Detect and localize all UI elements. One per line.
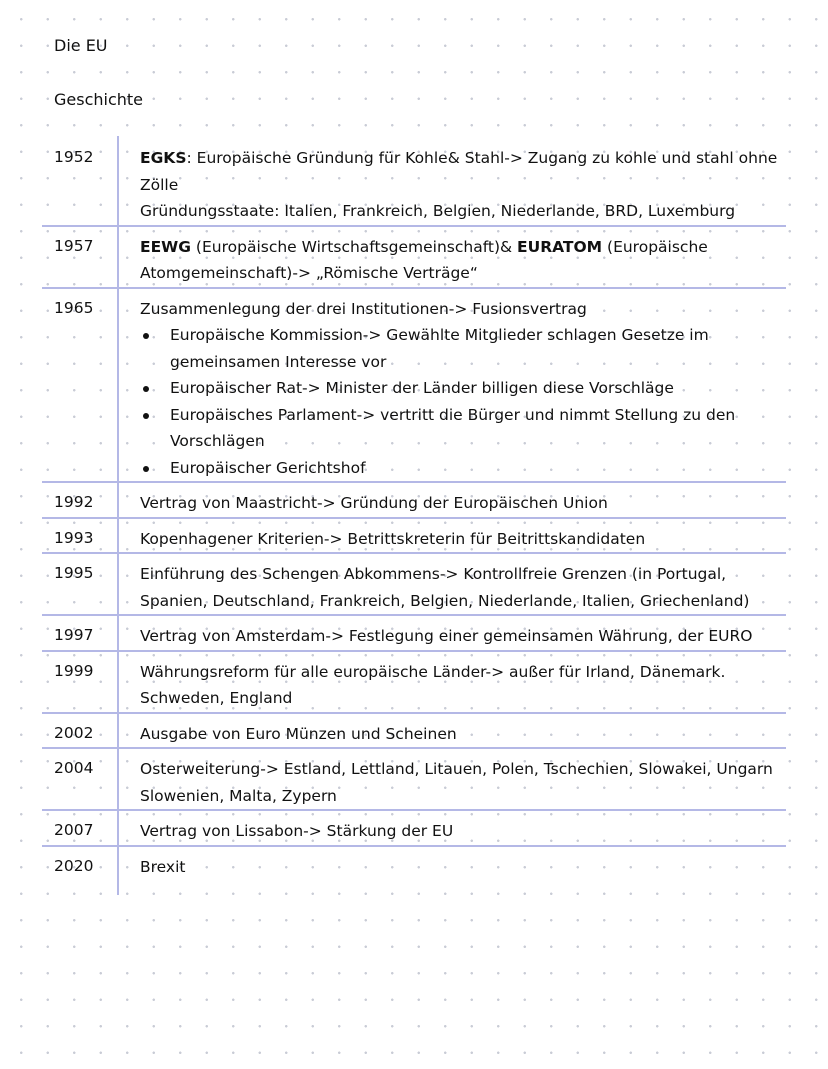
year-2002: 2002 <box>54 723 94 742</box>
bullet-icon <box>143 386 149 392</box>
bullet-icon <box>143 466 149 472</box>
entry-1999: Währungsreform für alle europäische Länder-> außer für Irland, Dänemark. Schweden, England <box>140 662 726 707</box>
year-2020: 2020 <box>54 856 94 875</box>
entry-1992: Vertrag von Maastricht-> Gründung der Europäischen Union <box>140 494 608 512</box>
list-item: Europäisches Parlament-> vertritt die Bürger und nimmt Stellung zu den Vorschlägen <box>140 402 786 455</box>
timeline-row-1993 <box>42 519 786 555</box>
entry-2007: Vertrag von Lissabon-> Stärkung der EU <box>140 822 454 840</box>
timeline-row-2004 <box>42 749 786 811</box>
document-title: Die EU <box>54 36 108 55</box>
year-1952: 1952 <box>54 148 94 166</box>
entry-1997: Vertrag von Amsterdam-> Festlegung einer gemeinsamen Währung, der EURO <box>140 627 753 645</box>
entry-1993: Kopenhagener Kriterien-> Betrittskreterin für Beitrittskandidaten <box>140 529 646 548</box>
entry-2004: Osterweiterung-> Estland, Lettland, Litauen, Polen, Tschechien, Slowakei, Ungarn Slowenien, Malta, Zypern <box>140 760 773 805</box>
timeline-row-1957 <box>42 227 786 289</box>
entry-1952: EGKS: Europäische Gründung für Kohle& Stahl-> Zugang zu kohle und stahl ohne Zölle Gründungsstaate: Italien, Frankreich, Belgien, Niederlande, BRD, Luxemburg <box>140 139 786 225</box>
timeline-row-1997 <box>42 616 786 652</box>
egks-term: EGKS <box>140 149 187 167</box>
founding-states: Gründungsstaate: Italien, Frankreich, Belgien, Niederlande, BRD, Luxemburg <box>140 202 736 220</box>
timeline-row-1952 <box>42 138 786 227</box>
bullet-icon <box>143 413 149 419</box>
institutions-list <box>140 322 786 481</box>
year-1997: 1997 <box>54 626 94 644</box>
timeline-row-1992 <box>42 483 786 519</box>
entry-1965: Zusammenlegung der drei Institutionen-> Fusionsvertrag Europäische Kommission-> Gewählte Mitglieder schlagen Gesetze im gemeinsamen Interesse vor Europäischer Rat-> Minister der Länder billigen diese Vorschläge Europäisches Parlament-> vertritt die Bürger und nimmt Stellung zu den Vorschlägen Europäischer Gerichtshof <box>140 290 786 482</box>
year-1965: 1965 <box>54 298 94 317</box>
year-1992: 1992 <box>54 493 94 511</box>
year-2004: 2004 <box>54 759 94 777</box>
entry-1995: Einführung des Schengen Abkommens-> Kontrollfreie Grenzen (in Portugal, Spanien, Deutschland, Frankreich, Belgien, Niederlande, Italien, Griechenland) <box>140 565 750 610</box>
list-item: Europäische Kommission-> Gewählte Mitglieder schlagen Gesetze im gemeinsamen Interesse vor <box>140 322 786 375</box>
timeline-row-2007 <box>42 811 786 847</box>
timeline-row-1995 <box>42 554 786 616</box>
entry-2002: Ausgabe von Euro Münzen und Scheinen <box>140 724 457 743</box>
timeline-row-2020 <box>42 847 786 881</box>
list-item: Europäischer Rat-> Minister der Länder billigen diese Vorschläge <box>140 375 786 402</box>
year-1957: 1957 <box>54 236 94 255</box>
section-title: Geschichte <box>54 90 144 109</box>
timeline-row-1999 <box>42 652 786 714</box>
list-item: Europäischer Gerichtshof <box>140 455 786 482</box>
bullet-icon <box>143 333 149 339</box>
year-1995: 1995 <box>54 564 94 582</box>
year-1999: 1999 <box>54 661 94 680</box>
timeline-row-1965 <box>42 289 786 484</box>
timeline-table <box>0 138 828 880</box>
year-2007: 2007 <box>54 821 94 839</box>
timeline-row-2002 <box>42 714 786 750</box>
entry-2020: Brexit <box>140 857 186 876</box>
euratom-term: EURATOM <box>517 237 603 256</box>
year-1993: 1993 <box>54 528 94 547</box>
entry-1957: EEWG (Europäische Wirtschaftsgemeinschaft)& EURATOM (Europäische Atomgemeinschaft)-> „Römische Verträge“ <box>140 237 708 282</box>
eewg-term: EEWG <box>140 237 191 256</box>
